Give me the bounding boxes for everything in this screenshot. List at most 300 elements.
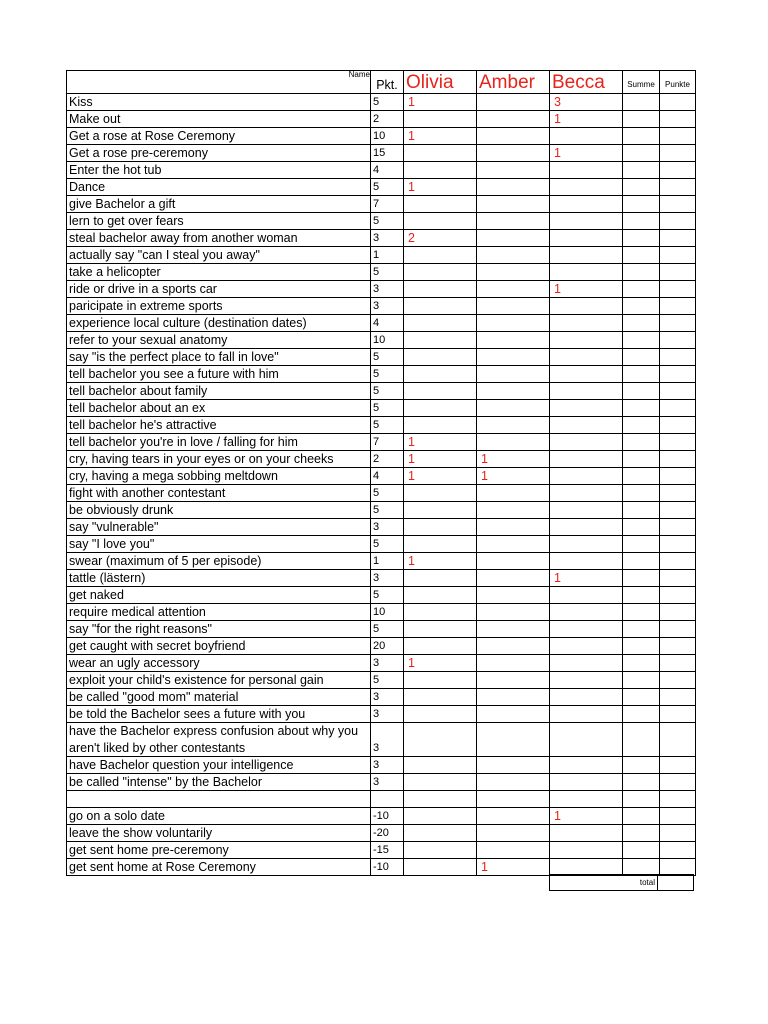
olivia-mark-cell bbox=[404, 604, 477, 621]
points-cell: 1 bbox=[371, 247, 404, 264]
activity-cell: experience local culture (destination dates) bbox=[67, 315, 371, 332]
points-cell: 3 bbox=[371, 230, 404, 247]
activity-cell: Get a rose at Rose Ceremony bbox=[67, 128, 371, 145]
activity-cell: have Bachelor question your intelligence bbox=[67, 757, 371, 774]
points-cell: 2 bbox=[371, 451, 404, 468]
points-cell: 7 bbox=[371, 196, 404, 213]
points-cell: -20 bbox=[371, 825, 404, 842]
activity-cell: tell bachelor you see a future with him bbox=[67, 366, 371, 383]
becca-mark-cell bbox=[550, 213, 623, 230]
punkte-cell bbox=[660, 808, 696, 825]
activity-cell: be obviously drunk bbox=[67, 502, 371, 519]
summe-cell bbox=[623, 757, 660, 774]
becca-mark-cell bbox=[550, 859, 623, 876]
summe-cell bbox=[623, 451, 660, 468]
activity-cell: say "vulnerable" bbox=[67, 519, 371, 536]
punkte-cell bbox=[660, 230, 696, 247]
activity-cell: actually say "can I steal you away" bbox=[67, 247, 371, 264]
olivia-mark-cell bbox=[404, 723, 477, 757]
olivia-mark-cell bbox=[404, 332, 477, 349]
summe-cell bbox=[623, 349, 660, 366]
summe-cell bbox=[623, 213, 660, 230]
points-cell: -10 bbox=[371, 808, 404, 825]
summe-cell bbox=[623, 689, 660, 706]
table-row bbox=[67, 332, 696, 349]
amber-mark-cell bbox=[477, 162, 550, 179]
table-row bbox=[67, 94, 696, 111]
punkte-cell bbox=[660, 213, 696, 230]
punkte-cell bbox=[660, 655, 696, 672]
activity-cell: Kiss bbox=[67, 94, 371, 111]
amber-mark-cell bbox=[477, 502, 550, 519]
olivia-mark-cell bbox=[404, 757, 477, 774]
amber-mark-cell: 1 bbox=[477, 859, 550, 876]
becca-mark-cell bbox=[550, 128, 623, 145]
points-cell: 5 bbox=[371, 94, 404, 111]
olivia-mark-cell: 1 bbox=[404, 451, 477, 468]
table-row bbox=[67, 162, 696, 179]
olivia-mark-cell: 2 bbox=[404, 230, 477, 247]
olivia-mark-cell bbox=[404, 417, 477, 434]
activity-cell: say "for the right reasons" bbox=[67, 621, 371, 638]
amber-mark-cell bbox=[477, 655, 550, 672]
punkte-cell bbox=[660, 519, 696, 536]
olivia-mark-cell bbox=[404, 587, 477, 604]
table-row bbox=[67, 672, 696, 689]
table-row bbox=[67, 111, 696, 128]
points-cell: 5 bbox=[371, 485, 404, 502]
olivia-mark-cell bbox=[404, 706, 477, 723]
olivia-mark-cell bbox=[404, 247, 477, 264]
amber-mark-cell bbox=[477, 366, 550, 383]
punkte-cell bbox=[660, 502, 696, 519]
amber-mark-cell bbox=[477, 111, 550, 128]
punkte-cell bbox=[660, 417, 696, 434]
points-cell: 10 bbox=[371, 604, 404, 621]
becca-mark-cell bbox=[550, 315, 623, 332]
becca-mark-cell bbox=[550, 298, 623, 315]
table-row bbox=[67, 689, 696, 706]
table-row bbox=[67, 842, 696, 859]
table-row bbox=[67, 196, 696, 213]
becca-mark-cell bbox=[550, 400, 623, 417]
becca-mark-cell: 1 bbox=[550, 145, 623, 162]
activity-cell: wear an ugly accessory bbox=[67, 655, 371, 672]
summe-cell bbox=[623, 94, 660, 111]
olivia-mark-cell: 1 bbox=[404, 468, 477, 485]
punkte-cell bbox=[660, 247, 696, 264]
amber-mark-cell bbox=[477, 400, 550, 417]
punkte-cell bbox=[660, 111, 696, 128]
punkte-cell bbox=[660, 672, 696, 689]
summe-header: Summe bbox=[623, 71, 660, 94]
activity-cell: Dance bbox=[67, 179, 371, 196]
points-cell: 10 bbox=[371, 332, 404, 349]
summe-cell bbox=[623, 638, 660, 655]
activity-cell: lern to get over fears bbox=[67, 213, 371, 230]
activity-cell: ride or drive in a sports car bbox=[67, 281, 371, 298]
table-row bbox=[67, 553, 696, 570]
punkte-cell bbox=[660, 366, 696, 383]
punkte-cell bbox=[660, 264, 696, 281]
punkte-cell bbox=[660, 179, 696, 196]
summe-cell bbox=[623, 179, 660, 196]
becca-mark-cell bbox=[550, 672, 623, 689]
table-row bbox=[67, 570, 696, 587]
summe-cell bbox=[623, 502, 660, 519]
points-cell: 3 bbox=[371, 519, 404, 536]
table-row bbox=[67, 859, 696, 876]
punkte-cell bbox=[660, 689, 696, 706]
becca-mark-cell: 3 bbox=[550, 94, 623, 111]
olivia-mark-cell bbox=[404, 519, 477, 536]
summe-cell bbox=[623, 604, 660, 621]
points-cell: 10 bbox=[371, 128, 404, 145]
summe-cell bbox=[623, 706, 660, 723]
amber-mark-cell bbox=[477, 791, 550, 808]
becca-mark-cell bbox=[550, 196, 623, 213]
points-cell: 3 bbox=[371, 689, 404, 706]
summe-cell bbox=[623, 111, 660, 128]
activity-cell: exploit your child's existence for personal gain bbox=[67, 672, 371, 689]
points-cell: 5 bbox=[371, 621, 404, 638]
becca-mark-cell bbox=[550, 519, 623, 536]
olivia-mark-cell bbox=[404, 859, 477, 876]
becca-mark-cell bbox=[550, 264, 623, 281]
points-cell: 3 bbox=[371, 570, 404, 587]
table-row bbox=[67, 723, 696, 757]
amber-mark-cell bbox=[477, 587, 550, 604]
activity-cell: leave the show voluntarily bbox=[67, 825, 371, 842]
totals-row bbox=[549, 874, 694, 891]
summe-cell bbox=[623, 162, 660, 179]
points-cell: 2 bbox=[371, 111, 404, 128]
summe-cell bbox=[623, 485, 660, 502]
olivia-mark-cell bbox=[404, 842, 477, 859]
punkte-cell bbox=[660, 349, 696, 366]
table-row bbox=[67, 519, 696, 536]
table-row bbox=[67, 349, 696, 366]
table-row bbox=[67, 706, 696, 723]
punkte-cell bbox=[660, 587, 696, 604]
punkte-cell bbox=[660, 536, 696, 553]
summe-cell bbox=[623, 145, 660, 162]
amber-mark-cell bbox=[477, 689, 550, 706]
olivia-mark-cell: 1 bbox=[404, 434, 477, 451]
activity-cell: say "I love you" bbox=[67, 536, 371, 553]
summe-cell bbox=[623, 468, 660, 485]
amber-mark-cell bbox=[477, 638, 550, 655]
table-row bbox=[67, 757, 696, 774]
amber-mark-cell bbox=[477, 417, 550, 434]
olivia-mark-cell: 1 bbox=[404, 553, 477, 570]
points-cell: 5 bbox=[371, 383, 404, 400]
summe-cell bbox=[623, 655, 660, 672]
summe-cell bbox=[623, 230, 660, 247]
summe-cell bbox=[623, 400, 660, 417]
olivia-mark-cell bbox=[404, 672, 477, 689]
becca-mark-cell bbox=[550, 468, 623, 485]
olivia-mark-cell bbox=[404, 349, 477, 366]
punkte-cell bbox=[660, 604, 696, 621]
punkte-cell bbox=[660, 791, 696, 808]
points-cell: -10 bbox=[371, 859, 404, 876]
becca-mark-cell bbox=[550, 825, 623, 842]
amber-mark-cell bbox=[477, 230, 550, 247]
amber-mark-cell bbox=[477, 383, 550, 400]
summe-cell bbox=[623, 791, 660, 808]
activity-cell: Enter the hot tub bbox=[67, 162, 371, 179]
points-cell: 5 bbox=[371, 417, 404, 434]
punkte-cell bbox=[660, 553, 696, 570]
summe-cell bbox=[623, 264, 660, 281]
activity-cell: cry, having tears in your eyes or on your cheeks bbox=[67, 451, 371, 468]
becca-mark-cell bbox=[550, 689, 623, 706]
amber-mark-cell: 1 bbox=[477, 451, 550, 468]
amber-mark-cell bbox=[477, 485, 550, 502]
amber-mark-cell bbox=[477, 536, 550, 553]
table-row bbox=[67, 621, 696, 638]
amber-mark-cell bbox=[477, 621, 550, 638]
becca-mark-cell bbox=[550, 774, 623, 791]
amber-mark-cell bbox=[477, 94, 550, 111]
summe-cell bbox=[623, 128, 660, 145]
table-row bbox=[67, 145, 696, 162]
points-cell: 5 bbox=[371, 587, 404, 604]
activity-cell: go on a solo date bbox=[67, 808, 371, 825]
amber-mark-cell bbox=[477, 332, 550, 349]
summe-cell bbox=[623, 434, 660, 451]
summe-cell bbox=[623, 859, 660, 876]
points-cell: 5 bbox=[371, 349, 404, 366]
becca-mark-cell bbox=[550, 349, 623, 366]
summe-cell bbox=[623, 774, 660, 791]
olivia-mark-cell bbox=[404, 196, 477, 213]
activity-cell: say "is the perfect place to fall in love" bbox=[67, 349, 371, 366]
punkte-cell bbox=[660, 723, 696, 757]
points-cell: 1 bbox=[371, 553, 404, 570]
activity-cell: fight with another contestant bbox=[67, 485, 371, 502]
activity-cell: tell bachelor about an ex bbox=[67, 400, 371, 417]
summe-cell bbox=[623, 825, 660, 842]
punkte-cell bbox=[660, 332, 696, 349]
header-row bbox=[67, 71, 696, 94]
table-row bbox=[67, 587, 696, 604]
points-cell: 3 bbox=[371, 723, 404, 757]
points-cell: 5 bbox=[371, 536, 404, 553]
table-row bbox=[67, 179, 696, 196]
amber-mark-cell bbox=[477, 145, 550, 162]
olivia-mark-cell bbox=[404, 264, 477, 281]
table-row bbox=[67, 298, 696, 315]
player-amber-header: Amber bbox=[477, 71, 550, 94]
olivia-mark-cell bbox=[404, 281, 477, 298]
activity-cell: be called "intense" by the Bachelor bbox=[67, 774, 371, 791]
becca-mark-cell bbox=[550, 621, 623, 638]
activity-cell: have the Bachelor express confusion about why you aren't liked by other contestants bbox=[67, 723, 371, 757]
table-row bbox=[67, 434, 696, 451]
punkte-cell bbox=[660, 145, 696, 162]
becca-mark-cell bbox=[550, 366, 623, 383]
table-row bbox=[67, 808, 696, 825]
punkte-cell bbox=[660, 400, 696, 417]
amber-mark-cell bbox=[477, 553, 550, 570]
table-row bbox=[67, 315, 696, 332]
points-cell: 5 bbox=[371, 179, 404, 196]
olivia-mark-cell bbox=[404, 825, 477, 842]
amber-mark-cell bbox=[477, 128, 550, 145]
becca-mark-cell: 1 bbox=[550, 808, 623, 825]
activity-cell: tattle (lästern) bbox=[67, 570, 371, 587]
summe-cell bbox=[623, 570, 660, 587]
player-becca-header: Becca bbox=[550, 71, 623, 94]
becca-mark-cell bbox=[550, 485, 623, 502]
table-row bbox=[67, 774, 696, 791]
punkte-header: Punkte bbox=[660, 71, 696, 94]
olivia-mark-cell: 1 bbox=[404, 179, 477, 196]
summe-cell bbox=[623, 383, 660, 400]
punkte-cell bbox=[660, 638, 696, 655]
table-row bbox=[67, 655, 696, 672]
table-row bbox=[67, 400, 696, 417]
activity-cell: cry, having a mega sobbing meltdown bbox=[67, 468, 371, 485]
amber-mark-cell bbox=[477, 570, 550, 587]
amber-mark-cell bbox=[477, 706, 550, 723]
table-row bbox=[67, 825, 696, 842]
punkte-cell bbox=[660, 281, 696, 298]
activity-cell: get caught with secret boyfriend bbox=[67, 638, 371, 655]
summe-cell bbox=[623, 808, 660, 825]
activity-cell: require medical attention bbox=[67, 604, 371, 621]
summe-cell bbox=[623, 519, 660, 536]
table-row bbox=[67, 468, 696, 485]
name-header-cell bbox=[67, 71, 371, 94]
table-row bbox=[67, 213, 696, 230]
olivia-mark-cell bbox=[404, 774, 477, 791]
olivia-mark-cell bbox=[404, 162, 477, 179]
punkte-cell bbox=[660, 757, 696, 774]
activity-cell: steal bachelor away from another woman bbox=[67, 230, 371, 247]
becca-mark-cell bbox=[550, 791, 623, 808]
amber-mark-cell bbox=[477, 281, 550, 298]
activity-cell: refer to your sexual anatomy bbox=[67, 332, 371, 349]
becca-mark-cell bbox=[550, 502, 623, 519]
olivia-mark-cell bbox=[404, 298, 477, 315]
points-cell: 3 bbox=[371, 281, 404, 298]
table-row bbox=[67, 128, 696, 145]
amber-mark-cell bbox=[477, 315, 550, 332]
table-row bbox=[67, 638, 696, 655]
olivia-mark-cell bbox=[404, 485, 477, 502]
points-cell: 5 bbox=[371, 400, 404, 417]
points-cell: 3 bbox=[371, 757, 404, 774]
table-row bbox=[67, 417, 696, 434]
points-cell: 15 bbox=[371, 145, 404, 162]
becca-mark-cell bbox=[550, 417, 623, 434]
activity-cell: be told the Bachelor sees a future with you bbox=[67, 706, 371, 723]
amber-mark-cell: 1 bbox=[477, 468, 550, 485]
table-row bbox=[67, 536, 696, 553]
activity-cell: take a helicopter bbox=[67, 264, 371, 281]
amber-mark-cell bbox=[477, 723, 550, 757]
punkte-cell bbox=[660, 434, 696, 451]
summe-cell bbox=[623, 723, 660, 757]
olivia-mark-cell bbox=[404, 621, 477, 638]
punkte-cell bbox=[660, 859, 696, 876]
amber-mark-cell bbox=[477, 434, 550, 451]
table-row bbox=[67, 366, 696, 383]
activity-cell: tell bachelor he's attractive bbox=[67, 417, 371, 434]
summe-cell bbox=[623, 332, 660, 349]
activity-cell: get sent home pre-ceremony bbox=[67, 842, 371, 859]
punkte-cell bbox=[660, 383, 696, 400]
pkt-header: Pkt. bbox=[371, 71, 404, 94]
summe-cell bbox=[623, 247, 660, 264]
points-cell: 5 bbox=[371, 366, 404, 383]
punkte-cell bbox=[660, 128, 696, 145]
table-row bbox=[67, 791, 696, 808]
table-row bbox=[67, 502, 696, 519]
player-olivia-header: Olivia bbox=[404, 71, 477, 94]
points-cell: 3 bbox=[371, 706, 404, 723]
punkte-cell bbox=[660, 315, 696, 332]
table-row bbox=[67, 281, 696, 298]
amber-mark-cell bbox=[477, 247, 550, 264]
olivia-mark-cell bbox=[404, 400, 477, 417]
punkte-cell bbox=[660, 706, 696, 723]
olivia-mark-cell bbox=[404, 315, 477, 332]
amber-mark-cell bbox=[477, 349, 550, 366]
becca-mark-cell bbox=[550, 604, 623, 621]
olivia-mark-cell bbox=[404, 213, 477, 230]
points-cell: -15 bbox=[371, 842, 404, 859]
points-cell: 4 bbox=[371, 315, 404, 332]
becca-mark-cell bbox=[550, 162, 623, 179]
amber-mark-cell bbox=[477, 808, 550, 825]
olivia-mark-cell: 1 bbox=[404, 655, 477, 672]
punkte-cell bbox=[660, 570, 696, 587]
points-cell: 7 bbox=[371, 434, 404, 451]
summe-cell bbox=[623, 417, 660, 434]
points-cell: 20 bbox=[371, 638, 404, 655]
becca-mark-cell bbox=[550, 842, 623, 859]
summe-cell bbox=[623, 196, 660, 213]
becca-mark-cell bbox=[550, 706, 623, 723]
summe-cell bbox=[623, 621, 660, 638]
becca-mark-cell: 1 bbox=[550, 281, 623, 298]
points-cell: 5 bbox=[371, 672, 404, 689]
activity-cell: be called "good mom" material bbox=[67, 689, 371, 706]
olivia-mark-cell bbox=[404, 383, 477, 400]
olivia-mark-cell bbox=[404, 808, 477, 825]
becca-mark-cell bbox=[550, 587, 623, 604]
amber-mark-cell bbox=[477, 842, 550, 859]
becca-mark-cell bbox=[550, 230, 623, 247]
table-row bbox=[67, 247, 696, 264]
activity-cell: Make out bbox=[67, 111, 371, 128]
becca-mark-cell bbox=[550, 434, 623, 451]
punkte-cell bbox=[660, 485, 696, 502]
olivia-mark-cell bbox=[404, 111, 477, 128]
table-row bbox=[67, 264, 696, 281]
becca-mark-cell bbox=[550, 638, 623, 655]
amber-mark-cell bbox=[477, 604, 550, 621]
becca-mark-cell bbox=[550, 383, 623, 400]
amber-mark-cell bbox=[477, 774, 550, 791]
points-cell: 5 bbox=[371, 502, 404, 519]
summe-cell bbox=[623, 587, 660, 604]
activity-cell: tell bachelor you're in love / falling for him bbox=[67, 434, 371, 451]
